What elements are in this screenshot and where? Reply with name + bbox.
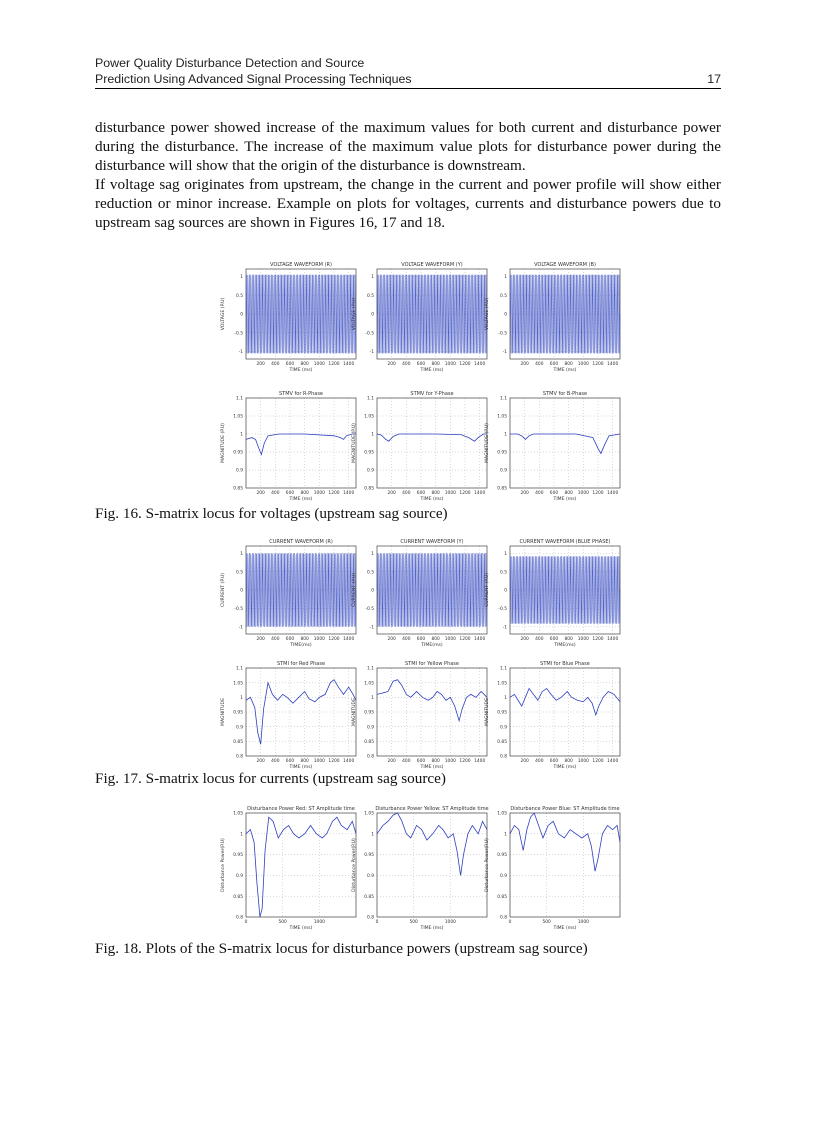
y-axis-label: MAGNITUDE <box>221 698 226 726</box>
y-axis-label: MAGNITUDE (P.U) <box>352 423 357 463</box>
x-tick-label: 400 <box>271 491 280 496</box>
x-tick-label: 600 <box>549 637 559 642</box>
chart-title: VOLTAGE WAVEFORM (B) <box>534 262 596 268</box>
chart-title: CURRENT WAVEFORM (R) <box>269 539 333 545</box>
x-tick-label: 1000 <box>313 920 325 925</box>
chart-f17_w2 <box>351 539 487 648</box>
chart-f16_s2 <box>351 391 487 502</box>
chart-title: STMV for B-Phase <box>542 391 588 397</box>
x-tick-label: 1200 <box>592 362 604 367</box>
x-tick-label: 1400 <box>474 637 486 642</box>
x-tick-label: 800 <box>300 362 309 367</box>
y-tick-label: 1 <box>504 832 507 838</box>
x-tick-label: 400 <box>271 637 280 642</box>
y-tick-label: 0.8 <box>367 754 374 760</box>
chart-f17_w3 <box>484 539 620 648</box>
y-tick-label: 0.9 <box>500 468 507 474</box>
y-tick-label: 1.1 <box>367 396 374 402</box>
y-tick-label: 0.95 <box>364 710 374 716</box>
x-tick-label: 1400 <box>343 362 355 367</box>
chart-f16_s3 <box>484 391 620 502</box>
x-tick-label: 200 <box>256 759 265 764</box>
chart-title: Disturbance Power Yellow: ST Amplitude time <box>375 806 489 812</box>
y-tick-label: -1 <box>502 350 507 356</box>
paragraph-2: If voltage sag originates from upstream, the change in the current and power profile will show either reduction or minor increase. Example on plots for voltages, currents and disturbance powers due to upstream sag sources are shown in Figures 16, 17 and 18. <box>95 176 721 231</box>
x-tick-label: 1200 <box>459 637 471 642</box>
chart-title: STMV for Y-Phase <box>410 391 454 397</box>
y-axis-label: Disturbance Power(P.U) <box>352 838 357 892</box>
x-axis-label: TIME (ms) <box>553 926 577 931</box>
y-tick-label: 0 <box>504 312 507 318</box>
x-tick-label: 1200 <box>328 491 340 496</box>
y-tick-label: 0.95 <box>233 450 243 456</box>
y-axis-label: MAGNITUDE (P.U) <box>221 423 226 463</box>
body-text <box>95 118 721 232</box>
x-tick-label: 1000 <box>444 920 456 925</box>
y-tick-label: 1 <box>371 275 374 281</box>
axes-frame <box>510 813 620 917</box>
x-axis-label: TIME (ms) <box>289 497 313 502</box>
y-tick-label: -1 <box>369 625 374 631</box>
x-tick-label: 800 <box>564 362 573 367</box>
x-tick-label: 1200 <box>459 362 471 367</box>
chart-f16_s1 <box>220 391 356 502</box>
x-tick-label: 600 <box>549 362 559 367</box>
x-tick-label: 400 <box>535 637 544 642</box>
chart-title: STMI for Yellow Phase <box>405 661 459 667</box>
y-tick-label: 1.05 <box>497 414 507 420</box>
y-tick-label: 1 <box>240 432 243 438</box>
x-tick-label: 1200 <box>592 759 604 764</box>
series-line <box>246 434 356 455</box>
x-axis-label: TIME (ms) <box>289 765 313 770</box>
x-tick-label: 800 <box>300 491 309 496</box>
figure-16 <box>0 258 816 506</box>
y-tick-label: 1.05 <box>497 811 507 817</box>
x-tick-label: 1200 <box>328 362 340 367</box>
chart-title: VOLTAGE WAVEFORM (Y) <box>401 262 463 268</box>
y-tick-label: -0.5 <box>234 331 243 337</box>
x-tick-label: 400 <box>402 759 411 764</box>
x-tick-label: 1200 <box>459 759 471 764</box>
x-tick-label: 1000 <box>313 759 325 764</box>
y-tick-label: 0.5 <box>367 293 374 299</box>
x-tick-label: 1000 <box>577 362 589 367</box>
x-axis-label: TIME (ms) <box>420 368 444 373</box>
x-tick-label: 600 <box>285 637 295 642</box>
y-tick-label: 1.05 <box>364 681 374 687</box>
y-tick-label: 1.05 <box>364 811 374 817</box>
y-tick-label: 1.05 <box>497 681 507 687</box>
y-tick-label: 1 <box>371 432 374 438</box>
x-tick-label: 400 <box>535 759 544 764</box>
x-axis-label: TIME (ms) <box>553 368 577 373</box>
y-tick-label: -0.5 <box>498 606 507 612</box>
y-tick-label: 0.5 <box>500 293 507 299</box>
x-axis-label: TIME(ms) <box>290 643 312 648</box>
series-line <box>377 813 487 875</box>
x-tick-label: 1400 <box>607 491 619 496</box>
y-tick-label: 1 <box>371 551 374 557</box>
x-tick-label: 200 <box>256 362 265 367</box>
x-tick-label: 800 <box>300 759 309 764</box>
y-tick-label: 0.85 <box>364 486 374 492</box>
x-tick-label: 500 <box>278 920 287 925</box>
y-tick-label: 0.5 <box>500 570 507 576</box>
chart-title: Disturbance Power Blue: ST Amplitude time <box>510 806 620 812</box>
y-tick-label: 0 <box>504 588 507 594</box>
x-tick-label: 1400 <box>474 362 486 367</box>
x-tick-label: 400 <box>271 362 280 367</box>
x-tick-label: 1000 <box>313 491 325 496</box>
y-tick-label: 0.9 <box>367 874 374 879</box>
x-tick-label: 600 <box>549 759 559 764</box>
x-tick-label: 400 <box>271 759 280 764</box>
x-tick-label: 200 <box>387 491 396 496</box>
x-tick-label: 0 <box>244 920 248 925</box>
x-tick-label: 1000 <box>577 759 589 764</box>
chart-title: STMV for R-Phase <box>278 391 324 397</box>
x-tick-label: 400 <box>402 491 411 496</box>
chart-title: STMI for Blue Phase <box>540 661 590 667</box>
y-axis-label: MAGNITUDE <box>352 698 357 726</box>
header-line-1: Power Quality Disturbance Detection and Source <box>95 56 365 70</box>
series-line <box>377 434 487 441</box>
y-tick-label: 0.85 <box>364 894 374 900</box>
y-tick-label: 0 <box>240 588 243 594</box>
chart-f16_w3 <box>484 262 620 373</box>
x-tick-label: 800 <box>431 637 440 642</box>
x-tick-label: 0 <box>508 920 512 925</box>
x-tick-label: 1000 <box>313 362 325 367</box>
y-tick-label: 1 <box>504 432 507 438</box>
y-tick-label: 1.05 <box>233 414 243 420</box>
y-axis-label: VOLTAGE (P.U) <box>352 297 357 331</box>
chart-title: CURRENT WAVEFORM (BLUE PHASE) <box>519 539 611 545</box>
chart-f17_s3 <box>484 661 620 770</box>
y-tick-label: -0.5 <box>234 606 243 612</box>
x-tick-label: 600 <box>416 637 426 642</box>
y-tick-label: 0.85 <box>497 894 507 900</box>
y-tick-label: 0.9 <box>367 725 374 731</box>
chart-f17_s1 <box>220 661 356 770</box>
chart-f16_w1 <box>220 262 356 373</box>
x-tick-label: 1400 <box>343 759 355 764</box>
x-tick-label: 1200 <box>592 491 604 496</box>
x-tick-label: 0 <box>375 920 379 925</box>
figure-17 <box>0 537 816 770</box>
y-axis-label: MAGNITUDE (P.U) <box>485 423 490 463</box>
x-tick-label: 200 <box>520 362 529 367</box>
paragraph-1: disturbance power showed increase of the maximum values for both current and disturbance power during the disturbance. The increase of the maximum value plots for disturbance power during the disturbance will show that the origin of the disturbance is downstream. <box>95 119 721 174</box>
page-number: 17 <box>707 71 721 86</box>
header-rule <box>95 88 721 89</box>
x-tick-label: 500 <box>409 920 418 925</box>
x-tick-label: 800 <box>431 491 440 496</box>
chart-title: Disturbance Power Red: ST Amplitude time <box>247 806 355 812</box>
series-line <box>377 680 487 721</box>
x-tick-label: 600 <box>285 491 295 496</box>
figure-17-caption: Fig. 17. S-matrix locus for currents (upstream sag source) <box>95 770 446 787</box>
y-tick-label: 1.1 <box>236 666 243 672</box>
y-tick-label: 1 <box>240 551 243 557</box>
x-tick-label: 200 <box>256 637 265 642</box>
y-tick-label: 0.8 <box>500 754 507 760</box>
x-tick-label: 600 <box>285 362 295 367</box>
y-tick-label: 0 <box>240 312 243 318</box>
y-tick-label: 1.1 <box>500 396 507 402</box>
header-line-2: Prediction Using Advanced Signal Processing Techniques <box>95 71 412 86</box>
x-tick-label: 400 <box>402 362 411 367</box>
x-tick-label: 1200 <box>592 637 604 642</box>
y-tick-label: 0.9 <box>500 725 507 731</box>
y-tick-label: 0.85 <box>233 894 243 900</box>
y-tick-label: 0.9 <box>236 874 243 879</box>
y-tick-label: 0 <box>371 588 374 594</box>
x-tick-label: 1000 <box>444 759 456 764</box>
figure-18-panels <box>0 802 816 938</box>
x-axis-label: TIME (ms) <box>289 926 313 931</box>
x-tick-label: 1200 <box>328 759 340 764</box>
y-tick-label: 0.8 <box>236 915 243 921</box>
y-axis-label: VOLTAGE (P.U) <box>221 297 226 331</box>
figure-18 <box>0 802 816 938</box>
y-tick-label: 1.1 <box>367 666 374 672</box>
series-line <box>246 817 356 917</box>
figure-16-panels <box>0 258 816 506</box>
x-axis-label: TIME (ms) <box>420 497 444 502</box>
x-tick-label: 1000 <box>444 637 456 642</box>
x-tick-label: 600 <box>416 491 426 496</box>
x-tick-label: 200 <box>387 637 396 642</box>
y-tick-label: 1 <box>240 275 243 281</box>
y-tick-label: 1.1 <box>236 396 243 402</box>
y-tick-label: 1 <box>504 551 507 557</box>
y-tick-label: 1.1 <box>500 666 507 672</box>
x-tick-label: 1000 <box>577 920 589 925</box>
y-axis-label: CURRENT (P.U) <box>352 572 357 608</box>
x-tick-label: 800 <box>564 637 573 642</box>
x-tick-label: 600 <box>416 759 426 764</box>
y-tick-label: -0.5 <box>365 331 374 337</box>
x-tick-label: 200 <box>520 759 529 764</box>
x-tick-label: 400 <box>402 637 411 642</box>
x-tick-label: 1000 <box>444 362 456 367</box>
chart-title: VOLTAGE WAVEFORM (R) <box>270 262 332 268</box>
x-tick-label: 600 <box>416 362 426 367</box>
y-axis-label: VOLTAGE (P.U) <box>485 297 490 331</box>
x-tick-label: 800 <box>564 759 573 764</box>
y-tick-label: 0.85 <box>233 739 243 745</box>
y-axis-label: CURRENT (P.U) <box>485 572 490 608</box>
y-tick-label: 0.9 <box>236 468 243 474</box>
axes-frame <box>377 398 487 488</box>
y-tick-label: 0.95 <box>497 450 507 456</box>
running-header <box>95 56 721 87</box>
x-tick-label: 1000 <box>444 491 456 496</box>
x-axis-label: TIME (ms) <box>420 765 444 770</box>
chart-title: CURRENT WAVEFORM (Y) <box>400 539 464 545</box>
x-tick-label: 800 <box>564 491 573 496</box>
y-tick-label: -0.5 <box>498 331 507 337</box>
y-tick-label: 0 <box>371 312 374 318</box>
series-line <box>510 689 620 715</box>
x-tick-label: 1000 <box>577 637 589 642</box>
y-tick-label: 1 <box>240 832 243 838</box>
y-tick-label: 1 <box>240 695 243 701</box>
y-tick-label: 0.5 <box>367 570 374 576</box>
x-tick-label: 1000 <box>313 637 325 642</box>
y-tick-label: 0.85 <box>497 739 507 745</box>
y-tick-label: -0.5 <box>365 606 374 612</box>
y-tick-label: -1 <box>238 625 243 631</box>
y-tick-label: 0.85 <box>364 739 374 745</box>
y-axis-label: Disturbance Power(P.U) <box>485 838 490 892</box>
y-axis-label: MAGNITUDE <box>485 698 490 726</box>
x-tick-label: 1400 <box>607 759 619 764</box>
y-tick-label: 1.05 <box>364 414 374 420</box>
chart-f16_w2 <box>351 262 487 373</box>
x-tick-label: 600 <box>285 759 295 764</box>
y-tick-label: 0.8 <box>236 754 243 760</box>
x-tick-label: 200 <box>387 362 396 367</box>
chart-f17_w1 <box>220 539 356 648</box>
y-tick-label: 0.95 <box>233 710 243 716</box>
chart-f18_2 <box>351 806 489 931</box>
x-tick-label: 1400 <box>343 637 355 642</box>
y-axis-label: CURRENT (P.U) <box>221 572 226 608</box>
y-tick-label: 0.95 <box>497 710 507 716</box>
y-tick-label: -1 <box>238 350 243 356</box>
y-tick-label: 1 <box>371 832 374 838</box>
x-axis-label: TIME (ms) <box>289 368 313 373</box>
y-tick-label: 0.5 <box>236 293 243 299</box>
y-tick-label: 0.9 <box>367 468 374 474</box>
y-tick-label: 0.85 <box>497 486 507 492</box>
x-tick-label: 1400 <box>607 637 619 642</box>
y-tick-label: 0.8 <box>500 915 507 921</box>
x-axis-label: TIME(ms) <box>421 643 443 648</box>
y-tick-label: 0.9 <box>236 725 243 731</box>
series-line <box>510 813 620 871</box>
y-tick-label: 0.95 <box>364 450 374 456</box>
y-tick-label: -1 <box>502 625 507 631</box>
figure-17-panels <box>0 537 816 770</box>
x-tick-label: 200 <box>520 637 529 642</box>
x-tick-label: 800 <box>431 759 440 764</box>
x-tick-label: 200 <box>387 759 396 764</box>
y-tick-label: 0.95 <box>497 853 507 859</box>
x-tick-label: 800 <box>300 637 309 642</box>
x-tick-label: 600 <box>549 491 559 496</box>
axes-frame <box>510 398 620 488</box>
x-tick-label: 1400 <box>607 362 619 367</box>
y-axis-label: Disturbance Power(P.U) <box>221 838 226 892</box>
x-tick-label: 500 <box>542 920 551 925</box>
x-tick-label: 400 <box>535 362 544 367</box>
chart-f17_s2 <box>351 661 487 770</box>
y-tick-label: -1 <box>369 350 374 356</box>
x-axis-label: TIME (ms) <box>553 497 577 502</box>
x-tick-label: 1200 <box>459 491 471 496</box>
x-tick-label: 400 <box>535 491 544 496</box>
y-tick-label: 1 <box>504 695 507 701</box>
x-axis-label: TIME (ms) <box>420 926 444 931</box>
x-tick-label: 1000 <box>577 491 589 496</box>
figure-18-caption: Fig. 18. Plots of the S-matrix locus for disturbance powers (upstream sag source) <box>95 940 588 957</box>
y-tick-label: 0.95 <box>364 853 374 859</box>
x-tick-label: 1400 <box>343 491 355 496</box>
chart-title: STMI for Red Phase <box>276 661 326 667</box>
figure-16-caption: Fig. 16. S-matrix locus for voltages (upstream sag source) <box>95 505 448 522</box>
y-tick-label: 1.05 <box>233 681 243 687</box>
x-tick-label: 200 <box>520 491 529 496</box>
y-tick-label: 0.85 <box>233 486 243 492</box>
y-tick-label: 1.05 <box>233 811 243 817</box>
chart-f18_1 <box>220 806 356 931</box>
y-tick-label: 0.8 <box>367 915 374 921</box>
y-tick-label: 0.9 <box>500 874 507 879</box>
y-tick-label: 0.95 <box>233 853 243 859</box>
x-tick-label: 800 <box>431 362 440 367</box>
y-tick-label: 0.5 <box>236 570 243 576</box>
x-tick-label: 1400 <box>474 759 486 764</box>
x-tick-label: 1400 <box>474 491 486 496</box>
chart-f18_3 <box>484 806 620 931</box>
x-axis-label: TIME (ms) <box>553 765 577 770</box>
x-tick-label: 1200 <box>328 637 340 642</box>
y-tick-label: 1 <box>371 695 374 701</box>
x-tick-label: 200 <box>256 491 265 496</box>
y-tick-label: 1 <box>504 275 507 281</box>
series-line <box>510 434 620 453</box>
x-axis-label: TIME(ms) <box>554 643 576 648</box>
axes-frame <box>246 398 356 488</box>
